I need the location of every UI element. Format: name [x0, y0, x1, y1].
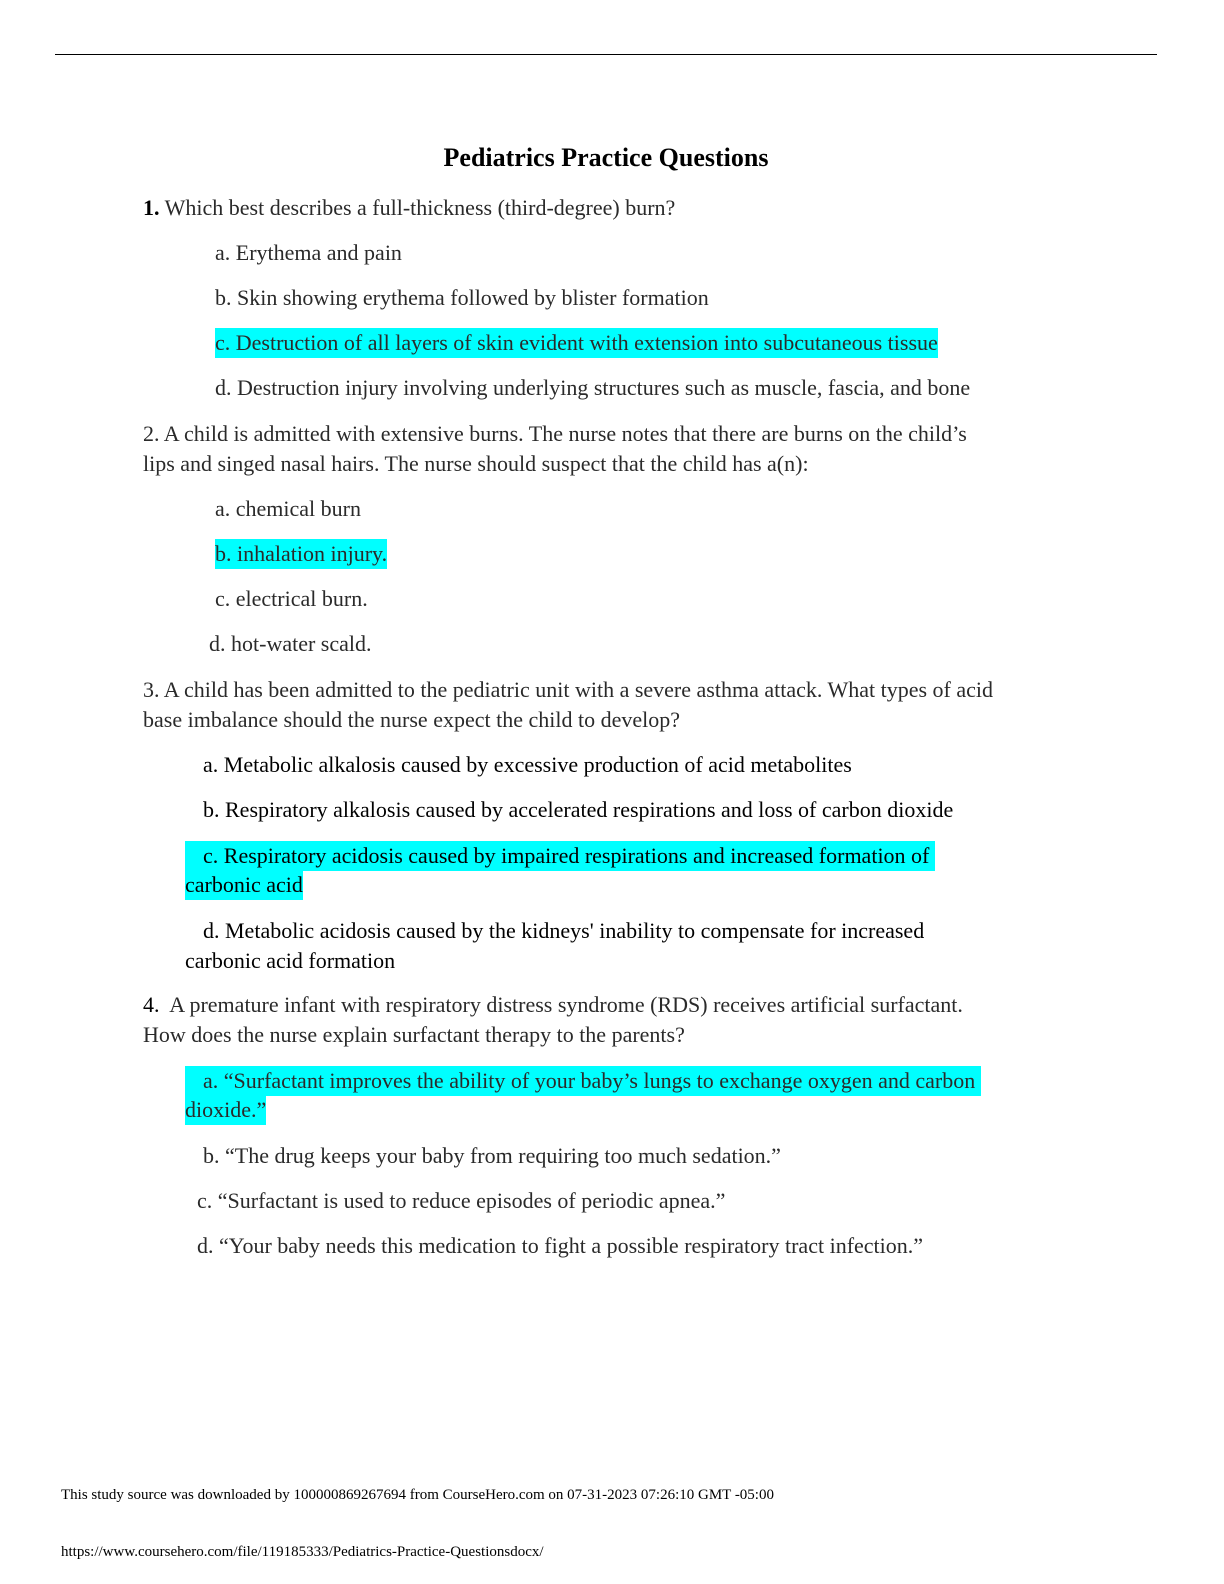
question-4-line2: How does the nurse explain surfactant therapy to the parents? [143, 1022, 685, 1047]
question-2-line2: lips and singed nasal hairs. The nurse should suspect that the child has a(n): [143, 451, 809, 476]
question-3-line1: 3. A child has been admitted to the pediatric unit with a severe asthma attack. What types of acid [143, 677, 993, 702]
option-3d: d. Metabolic acidosis caused by the kidneys' inability to compensate for increased [203, 918, 925, 943]
option-3c-answer-cont: carbonic acid [185, 870, 303, 900]
option-4c: c. “Surfactant is used to reduce episodes of periodic apnea.” [197, 1188, 726, 1213]
source-url[interactable]: https://www.coursehero.com/file/119185333/Pediatrics-Practice-Questionsdocx/ [61, 1544, 544, 1560]
question-text: A premature infant with respiratory distress syndrome (RDS) receives artificial surfactant. [169, 992, 963, 1017]
option-4d: d. “Your baby needs this medication to fight a possible respiratory tract infection.” [197, 1233, 924, 1258]
option-2a: a. chemical burn [215, 496, 361, 521]
question-2-line1: 2. A child is admitted with extensive burns. The nurse notes that there are burns on the child’s [143, 421, 967, 446]
option-4a-answer: a. “Surfactant improves the ability of your baby’s lungs to exchange oxygen and carbon [185, 1066, 981, 1096]
question-text: Which best describes a full-thickness (third-degree) burn? [164, 195, 676, 220]
option-3d-cont: carbonic acid formation [185, 948, 396, 973]
option-1d: d. Destruction injury involving underlying structures such as muscle, fascia, and bone [215, 375, 971, 400]
option-2c: c. electrical burn. [215, 586, 368, 611]
option-4b: b. “The drug keeps your baby from requiring too much sedation.” [203, 1143, 781, 1168]
question-4-line1 [143, 990, 963, 1020]
question-1 [143, 193, 675, 223]
option-1a: a. Erythema and pain [215, 240, 402, 265]
option-1b: b. Skin showing erythema followed by blister formation [215, 285, 709, 310]
option-2b-answer: b. inhalation injury. [215, 539, 387, 569]
question-number: 1. [143, 195, 160, 220]
header-rule [55, 54, 1157, 55]
option-2d: d. hot-water scald. [209, 631, 372, 656]
page-title: Pediatrics Practice Questions [443, 143, 769, 172]
option-3a: a. Metabolic alkalosis caused by excessive production of acid metabolites [203, 752, 852, 777]
question-3-line2: base imbalance should the nurse expect the child to develop? [143, 707, 680, 732]
option-3c-answer: c. Respiratory acidosis caused by impaired respirations and increased formation of [185, 841, 935, 871]
download-notice: This study source was downloaded by 100000869267694 from CourseHero.com on 07-31-2023 07:26:10 GMT -05:00 [61, 1487, 774, 1503]
option-3b: b. Respiratory alkalosis caused by accelerated respirations and loss of carbon dioxide [203, 797, 954, 822]
option-4a-answer-cont: dioxide.” [185, 1095, 266, 1125]
question-number: 4. [143, 992, 160, 1017]
option-1c-answer: c. Destruction of all layers of skin evident with extension into subcutaneous tissue [215, 328, 938, 358]
